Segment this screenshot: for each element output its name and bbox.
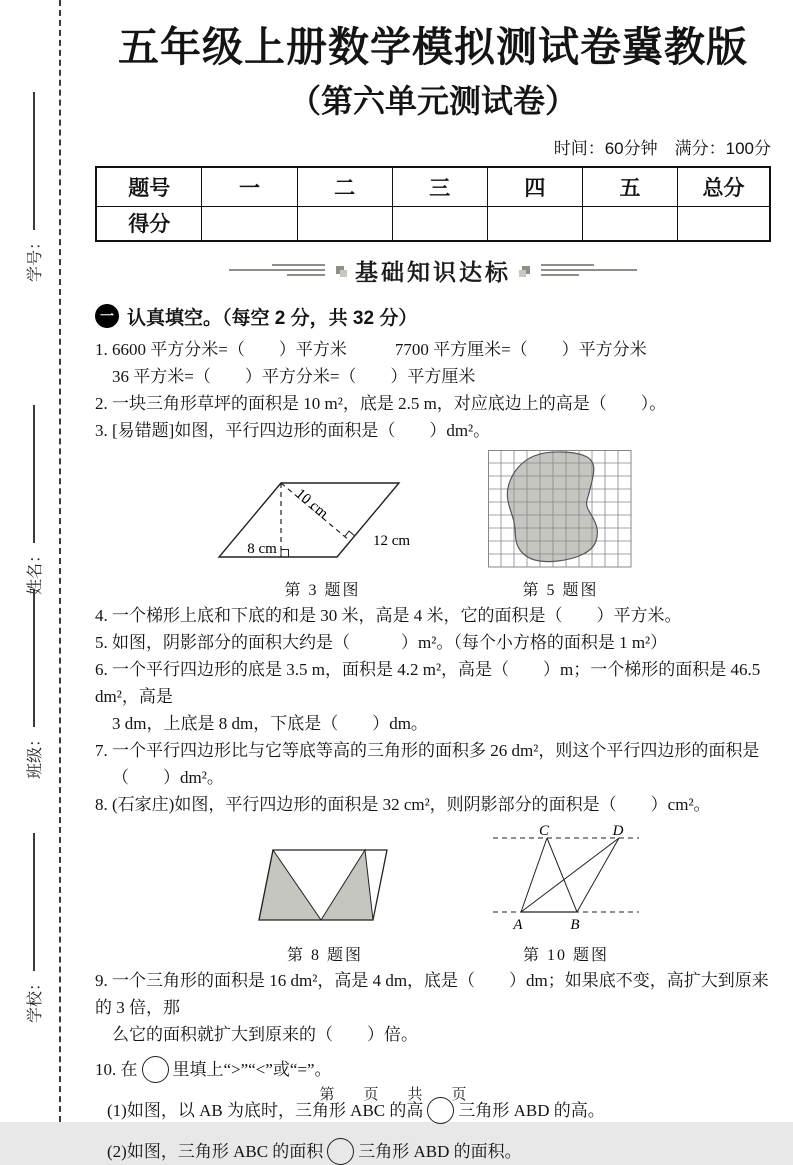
header-question-no: 题号 [96,167,202,207]
main-content [95,0,771,1165]
banner-ornament-left-icon [336,266,344,274]
class-fill-line [32,589,35,727]
sidebar-field-student-number [21,92,45,282]
question-10-sub-1-prefix: (1)如图，以 AB 为底时，三角形 ABC 的高 [107,1100,424,1120]
name-label: 姓名： [26,546,44,595]
parallelogram-shaded-triangles-diagram-q8 [245,842,405,934]
score-cell-total [678,206,770,241]
figure-8-box [245,842,405,965]
question-10-prefix: 10. 在 [95,1059,138,1079]
banner-speed-lines-right [541,264,637,276]
section-number-circle-icon: 一 [95,304,119,328]
parallelogram-diagram-q3 [215,469,430,569]
header-part-3: 三 [392,167,487,207]
sidebar-field-school [21,833,45,1023]
class-label: 班级： [26,730,44,779]
name-fill-line [32,405,35,543]
page-title: 五年级上册数学模拟测试卷冀教版 [118,24,748,70]
banner-ornament-right-icon [522,266,530,274]
question-7-line-1: 7. 一个平行四边形比与它等底等高的三角形的面积多 26 dm²，则这个平行四边形的面积是 [95,740,760,760]
sidebar-field-name [21,405,45,595]
score-table [95,166,771,242]
figure-row-1 [215,450,771,600]
slant-height-label: 10 cm [292,485,331,522]
figure-row-2 [245,824,771,965]
seal-dashed-line [59,0,61,1122]
question-2: 2. 一块三角形草坪的面积是 10 m²，底是 2.5 m，对应底边上的高是（ ）。 [95,393,667,413]
question-6-line-2: 3 dm，上底是 8 dm，下底是（ ）dm。 [112,713,428,733]
student-number-fill-line [32,92,35,230]
question-5: 5. 如图，阴影部分的面积大约是（ ）m²。（每个小方格的面积是 1 m²） [95,632,668,652]
score-table-score-row [96,206,770,241]
question-10-sub-1-suffix: 三角形 ABD 的高。 [458,1100,605,1120]
score-row-label: 得分 [96,206,202,241]
question-3: 3. [易错题]如图，平行四边形的面积是（ ）dm²。 [95,420,491,440]
header-part-4: 四 [487,167,582,207]
exam-time-score-info: 时间：60分钟 满分：100分 [553,138,771,158]
question-10-sub-2-prefix: (2)如图，三角形 ABC 的面积 [107,1141,324,1161]
score-cell-3 [392,206,487,241]
page-subtitle: （第六单元测试卷） [288,83,577,120]
comparison-circle [327,1138,354,1165]
section-banner [95,254,771,287]
figure-10-caption: 第 10 题图 [522,946,609,964]
question-8: 8. (石家庄)如图，平行四边形的面积是 32 cm²，则阴影部分的面积是（ ）cm²。 [95,794,711,814]
banner-title: 基础知识达标 [355,258,511,285]
question-1-part-a: 1. 6600 平方分米=（ ）平方米 [95,339,347,359]
student-number-label: 学号： [26,233,44,282]
header-part-5: 五 [582,167,677,207]
question-1-line-2: 36 平方米=（ ）平方分米=（ ）平方厘米 [112,366,476,386]
base-length-label: 8 cm [247,540,277,557]
school-fill-line [32,833,35,971]
question-7-line-2: （ ）dm²。 [112,767,224,787]
score-cell-5 [582,206,677,241]
figure-5-box [488,450,633,600]
question-1-part-b: 7700 平方厘米=（ ）平方分米 [394,339,647,359]
question-9-line-2: 么它的面积就扩大到原来的（ ）倍。 [112,1024,418,1044]
question-1-line-1 [95,336,771,363]
score-cell-2 [297,206,392,241]
figure-3-caption: 第 3 题图 [284,581,361,599]
score-cell-4 [487,206,582,241]
school-label: 学校： [26,974,44,1023]
header-part-1: 一 [202,167,297,207]
comparison-circle [142,1056,169,1083]
question-10-suffix: 里填上“>”“<”或“=”。 [172,1059,332,1079]
score-cell-1 [202,206,297,241]
question-10-sub-2-suffix: 三角形 ABD 的面积。 [358,1141,522,1161]
header-total: 总分 [678,167,770,207]
point-d-label: D [612,822,624,839]
question-10 [95,1056,771,1083]
question-6-line-1: 6. 一个平行四边形的底是 3.5 m，面积是 4.2 m²，高是（ ）m；一个梯形的面积是 46.5 dm²，高是 [95,659,761,706]
question-9-line-1: 9. 一个三角形的面积是 16 dm²，高是 4 dm，底是（ ）dm；如果底不变，高扩大到原来的 3 倍，那 [95,970,769,1017]
page-footer: 第 页 共 页 [319,1086,474,1103]
sidebar-field-class [21,589,45,779]
point-b-label: B [570,916,580,933]
figure-5-caption: 第 5 题图 [522,581,599,599]
banner-speed-lines-left [229,264,325,276]
score-table-header-row [96,167,770,207]
figure-10-box [491,824,641,965]
figure-3-box [215,469,430,600]
figure-8-caption: 第 8 题图 [286,946,363,964]
point-c-label: C [538,822,550,839]
header-part-2: 二 [297,167,392,207]
side-length-label: 12 cm [373,532,411,549]
triangles-between-parallel-lines-diagram-q10 [491,824,641,934]
section-one-title: 认真填空。（每空 2 分，共 32 分） [127,307,418,329]
grid-shaded-area-diagram-q5 [488,450,633,569]
question-4: 4. 一个梯形上底和下底的和是 30 米，高是 4 米，它的面积是（ ）平方米。 [95,605,682,625]
point-a-label: A [513,916,523,933]
section-one-heading [95,303,771,330]
question-10-sub-2 [95,1138,771,1165]
